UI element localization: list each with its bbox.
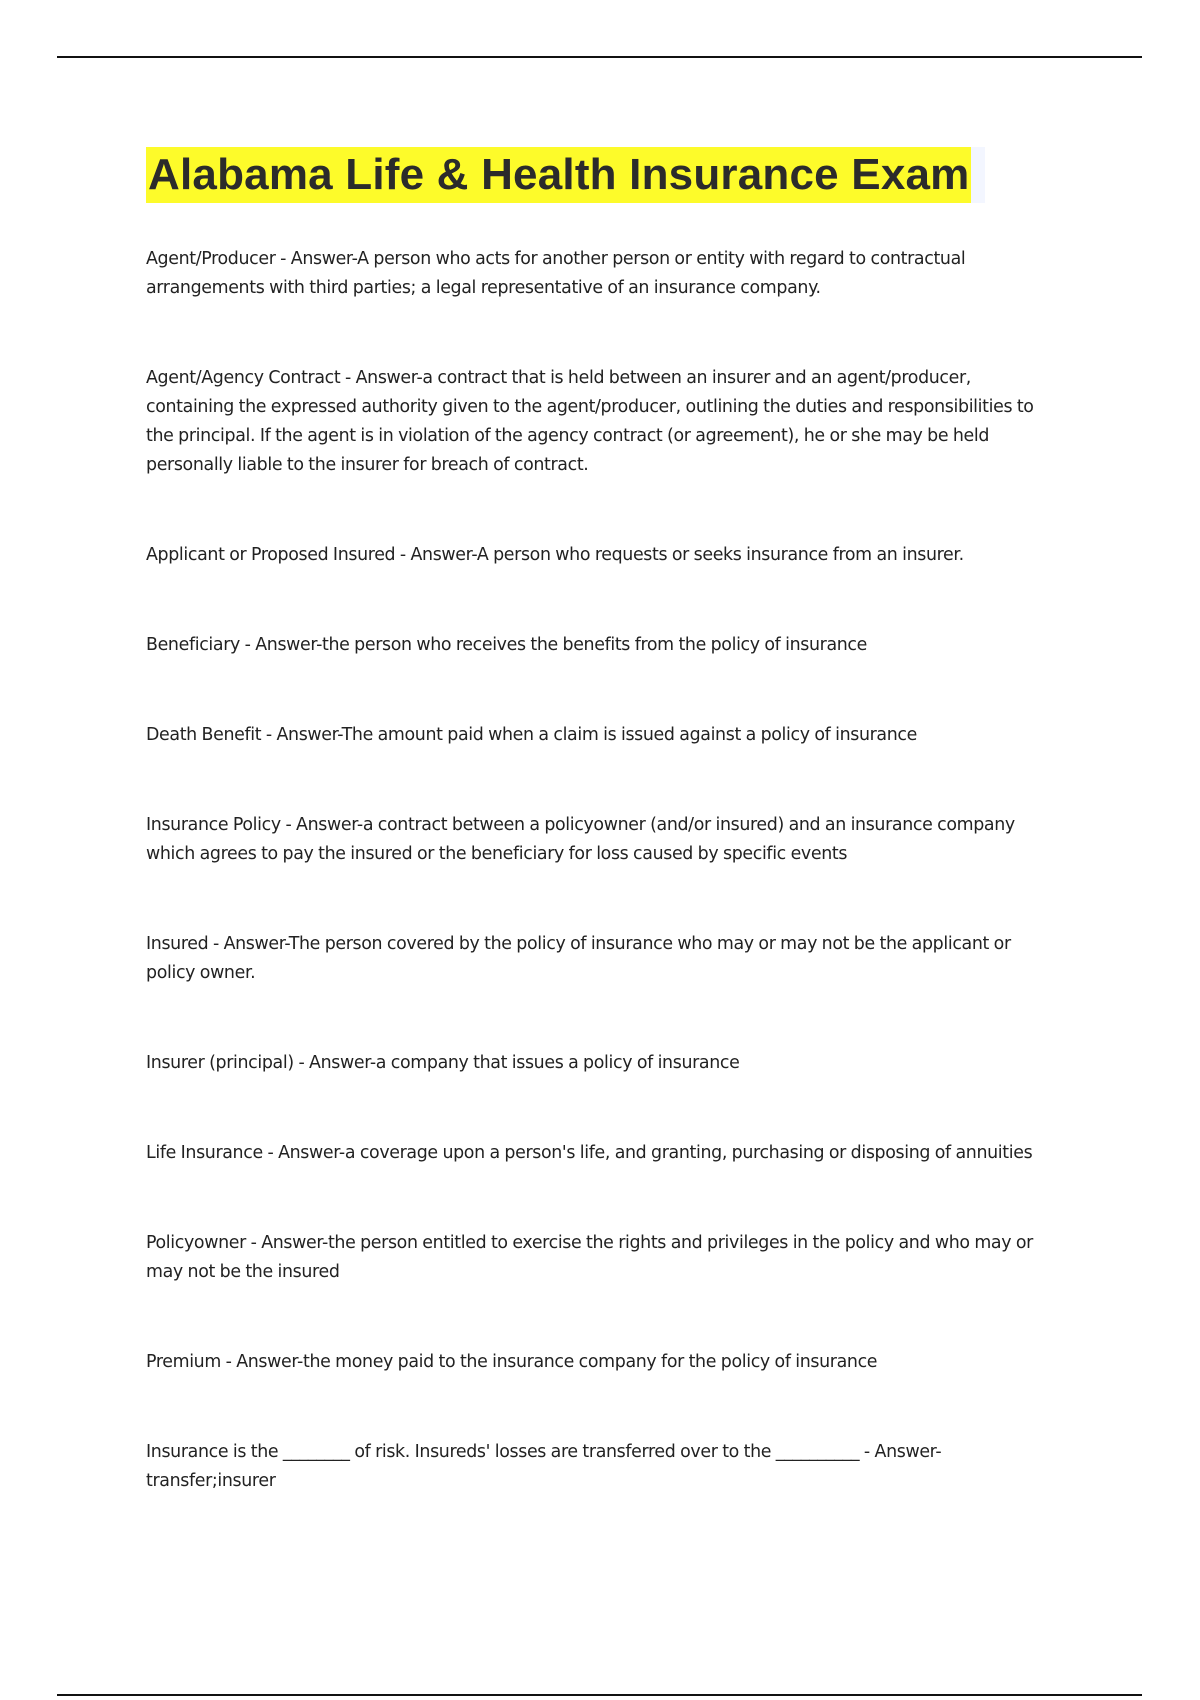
document-title: Alabama Life & Health Insurance Exam — [146, 147, 971, 203]
flashcard-entry: Insurance is the ________ of risk. Insureds' losses are transferred over to the __________ - Answer-transfer;insurer — [146, 1442, 942, 1491]
flashcard-entry: Policyowner - Answer-the person entitled to exercise the rights and privileges in the policy and who may or may not be the insured — [146, 1233, 1033, 1282]
document-body — [146, 147, 1046, 1496]
flashcard-entry: Agent/Producer - Answer-A person who acts for another person or entity with regard to contractual arrangements with third parties; a legal representative of an insurance company. — [146, 249, 966, 298]
flashcard-entry: Applicant or Proposed Insured - Answer-A person who requests or seeks insurance from an insurer. — [146, 545, 964, 565]
flashcard-entry: Premium - Answer-the money paid to the insurance company for the policy of insurance — [146, 1352, 878, 1372]
flashcard-entry: Insured - Answer-The person covered by the policy of insurance who may or may not be the applicant or policy owner. — [146, 934, 1011, 983]
footer-rule — [57, 1694, 1142, 1696]
flashcard-entry: Death Benefit - Answer-The amount paid when a claim is issued against a policy of insurance — [146, 725, 917, 745]
flashcard-entry: Agent/Agency Contract - Answer-a contract that is held between an insurer and an agent/producer, containing the expressed authority given to the agent/producer, outlining the duties and responsibilities to the principal. If the agent is in violation of the agency contract (or agreement), he or she may be held personally liable to the insurer for breach of contract. — [146, 368, 1034, 475]
flashcard-entry: Beneficiary - Answer-the person who receives the benefits from the policy of insurance — [146, 635, 867, 655]
flashcard-list — [146, 245, 1046, 1496]
flashcard-entry: Life Insurance - Answer-a coverage upon a person's life, and granting, purchasing or disposing of annuities — [146, 1143, 1033, 1163]
flashcard-entry: Insurance Policy - Answer-a contract between a policyowner (and/or insured) and an insurance company which agrees to pay the insured or the beneficiary for loss caused by specific events — [146, 815, 1015, 864]
header-rule — [57, 56, 1142, 58]
flashcard-entry: Insurer (principal) - Answer-a company that issues a policy of insurance — [146, 1053, 740, 1073]
